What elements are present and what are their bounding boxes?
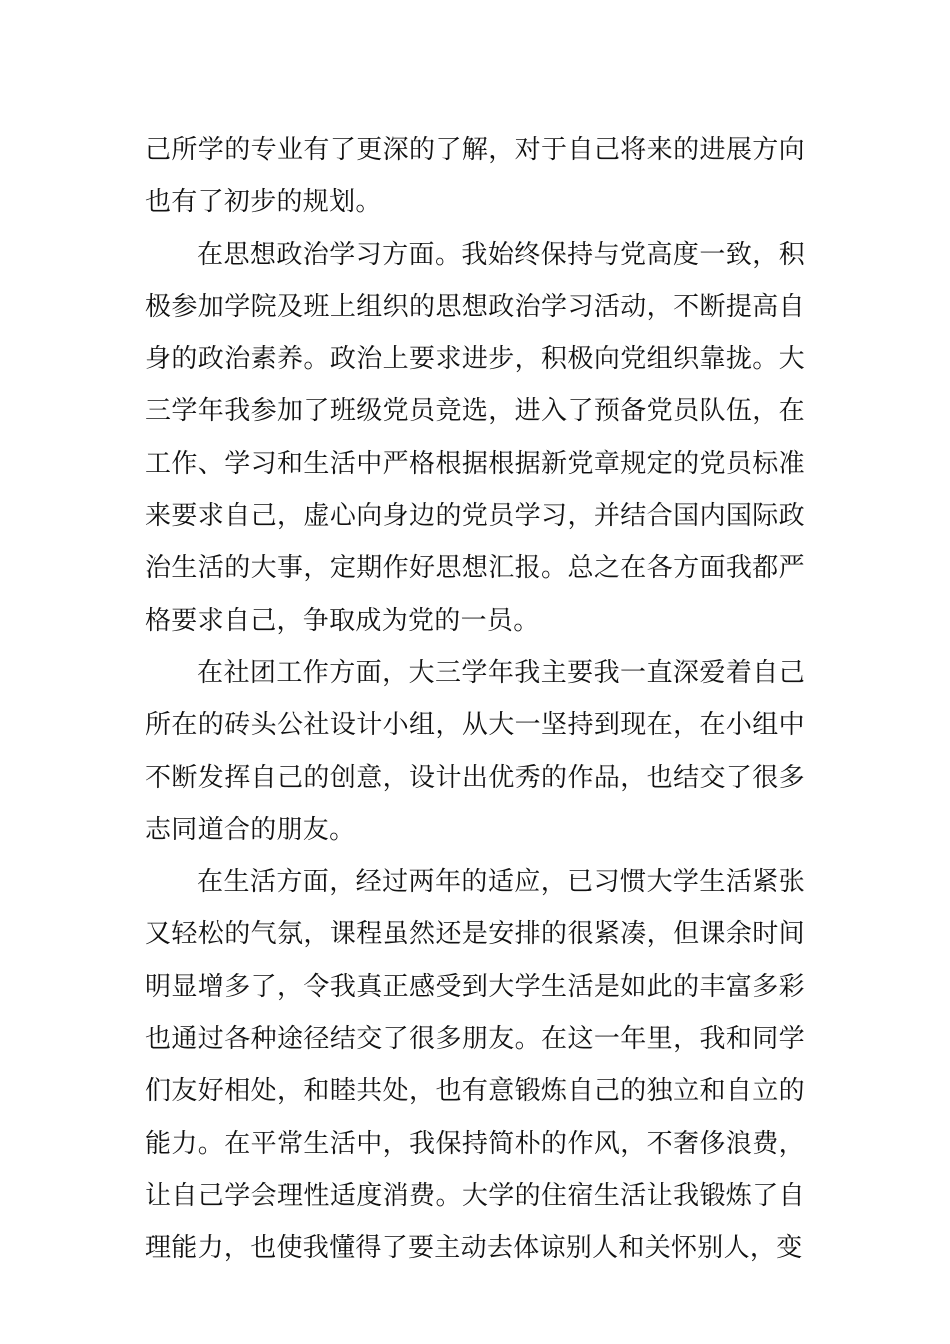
paragraph-club-work: 在社团工作方面，大三学年我主要我一直深爱着自己所在的砖头公社设计小组，从大一坚持到现在，在小组中不断发挥自己的创意，设计出优秀的作品，也结交了很多志同道合的朋友。 (145, 657, 805, 845)
document-body (145, 124, 805, 1275)
paragraph-daily-life: 在生活方面，经过两年的适应，已习惯大学生活紧张又轻松的气氛，课程虽然还是安排的很紧凑，但课余时间明显增多了，令我真正感受到大学生活是如此的丰富多彩也通过各种途径结交了很多朋友。在这一年里，我和同学们友好相处，和睦共处，也有意锻炼自己的独立和自立的能力。在平常生活中，我保持简朴的作风，不奢侈浪费，让自己学会理性适度消费。大学的住宿生活让我锻炼了自理能力，也使我懂得了要主动去体谅别人和关怀别人，变 (145, 867, 805, 1264)
paragraph-political-study: 在思想政治学习方面。我始终保持与党高度一致，积极参加学院及班上组织的思想政治学习活动，不断提高自身的政治素养。政治上要求进步，积极向党组织靠拢。大三学年我参加了班级党员竞选，进入了预备党员队伍，在工作、学习和生活中严格根据根据新党章规定的党员标准来要求自己，虚心向身边的党员学习，并结合国内国际政治生活的大事，定期作好思想汇报。总之在各方面我都严格要求自己，争取成为党的一员。 (145, 239, 805, 636)
paragraph-continuation: 己所学的专业有了更深的了解，对于自己将来的进展方向也有了初步的规划。 (145, 135, 805, 218)
